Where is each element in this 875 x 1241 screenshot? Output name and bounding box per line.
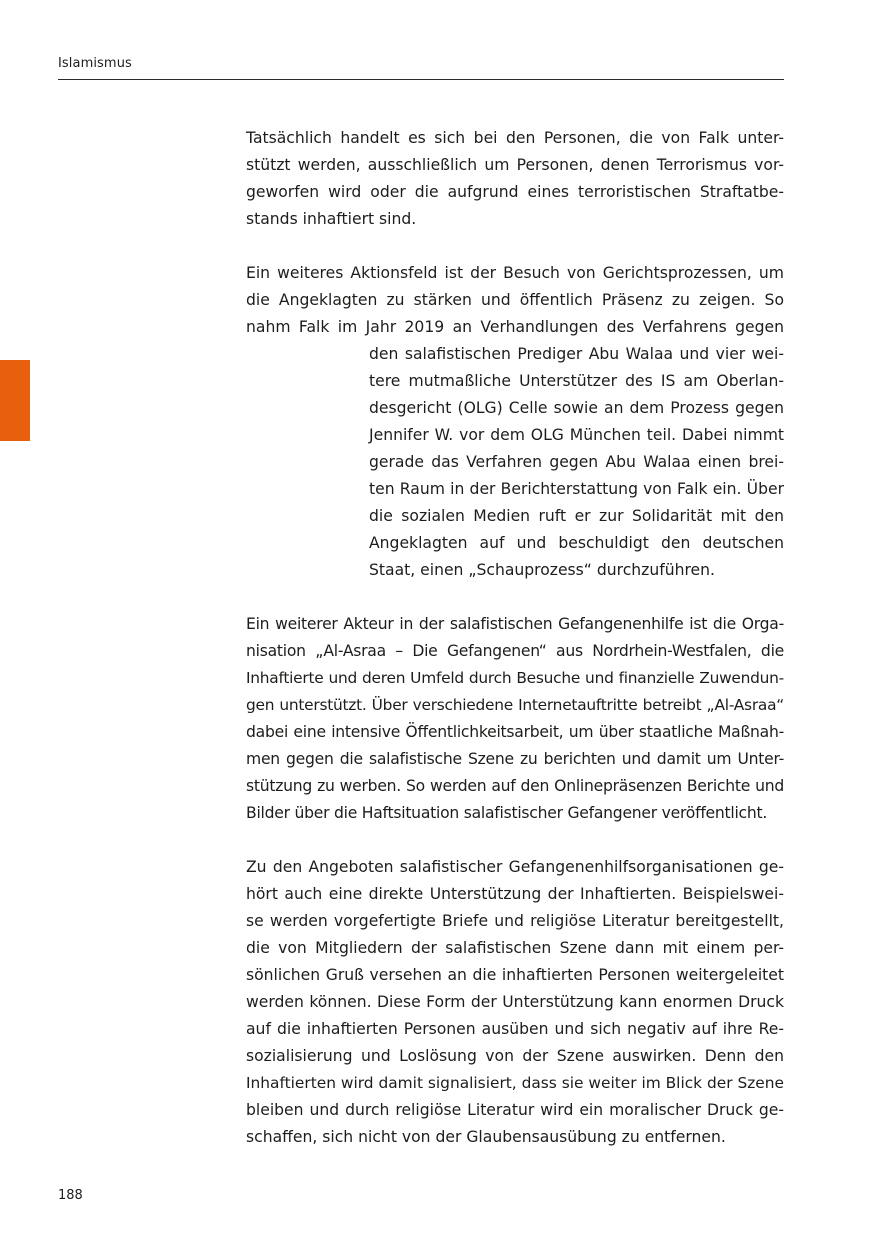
text-line: geworfen wird oder die aufgrund eines terroristischen Straftatbe- — [246, 183, 784, 201]
text-line: Inhaftierte und deren Umfeld durch Besuche und finanzielle Zuwendun- — [246, 669, 784, 687]
text-line: werden können. Diese Form der Unterstützung kann enormen Druck — [246, 993, 784, 1011]
text-line: Ein weiterer Akteur in der salafistischen Gefangenenhilfe ist die Orga- — [246, 615, 784, 633]
paragraph-2-indented — [369, 341, 784, 584]
text-line: dabei eine intensive Öffentlichkeitsarbeit, um über staatliche Maßnah- — [246, 723, 784, 741]
text-line: bleiben und durch religiöse Literatur wird ein moralischer Druck ge- — [246, 1101, 784, 1119]
paragraph-2 — [246, 260, 784, 341]
text-line: die Angeklagten zu stärken und öffentlich Präsenz zu zeigen. So — [246, 291, 784, 309]
text-line: stützt werden, ausschließlich um Personen, denen Terrorismus vor- — [246, 156, 784, 174]
running-head: Islamismus — [58, 56, 132, 71]
text-line: desgericht (OLG) Celle sowie an dem Prozess gegen — [369, 399, 784, 417]
text-line: Tatsächlich handelt es sich bei den Personen, die von Falk unter- — [246, 129, 784, 147]
text-line: se werden vorgefertigte Briefe und religiöse Literatur bereitgestellt, — [246, 912, 784, 930]
text-line: den salafistischen Prediger Abu Walaa und vier wei- — [369, 345, 784, 363]
header-rule — [58, 79, 784, 80]
page-number: 188 — [58, 1188, 83, 1203]
text-line: Angeklagten auf und beschuldigt den deutschen — [369, 534, 784, 552]
text-line: Ein weiteres Aktionsfeld ist der Besuch von Gerichtsprozessen, um — [246, 264, 784, 282]
text-line: Zu den Angeboten salafistischer Gefangenenhilfsorganisationen ge- — [246, 858, 784, 876]
text-line: stands inhaftiert sind. — [246, 210, 417, 228]
text-line: Staat, einen „Schauprozess“ durchzuführen. — [369, 561, 715, 579]
text-line: ten Raum in der Berichterstattung von Falk ein. Über — [369, 480, 784, 498]
paragraph-4 — [246, 854, 784, 1151]
text-line: hört auch eine direkte Unterstützung der Inhaftierten. Beispielswei- — [246, 885, 784, 903]
text-line: die sozialen Medien ruft er zur Solidarität mit den — [369, 507, 784, 525]
text-line: gen unterstützt. Über verschiedene Internetauftritte betreibt „Al-Asraa“ — [246, 696, 784, 714]
paragraph-1 — [246, 125, 784, 233]
text-line: stützung zu werben. So werden auf den Onlinepräsenzen Berichte und — [246, 777, 784, 795]
text-line: sozialisierung und Loslösung von der Szene auswirken. Denn den — [246, 1047, 784, 1065]
text-line: sönlichen Gruß versehen an die inhaftierten Personen weitergeleitet — [246, 966, 784, 984]
paragraph-3 — [246, 611, 784, 827]
text-line: nahm Falk im Jahr 2019 an Verhandlungen des Verfahrens gegen — [246, 318, 784, 336]
chapter-side-tab — [0, 360, 30, 441]
text-line: die von Mitgliedern der salafistischen Szene dann mit einem per- — [246, 939, 784, 957]
text-line: schaffen, sich nicht von der Glaubensausübung zu entfernen. — [246, 1128, 726, 1146]
text-line: auf die inhaftierten Personen ausüben und sich negativ auf ihre Re- — [246, 1020, 784, 1038]
text-line: Bilder über die Haftsituation salafistischer Gefangener veröffentlicht. — [246, 804, 768, 822]
text-line: Inhaftierten wird damit signalisiert, dass sie weiter im Blick der Szene — [246, 1074, 784, 1092]
text-line: men gegen die salafistische Szene zu berichten und damit um Unter- — [246, 750, 784, 768]
text-line: Jennifer W. vor dem OLG München teil. Dabei nimmt — [369, 426, 784, 444]
text-line: gerade das Verfahren gegen Abu Walaa einen brei- — [369, 453, 784, 471]
text-line: tere mutmaßliche Unterstützer des IS am Oberlan- — [369, 372, 784, 390]
text-line: nisation „Al-Asraa – Die Gefangenen“ aus Nordrhein-Westfalen, die — [246, 642, 784, 660]
